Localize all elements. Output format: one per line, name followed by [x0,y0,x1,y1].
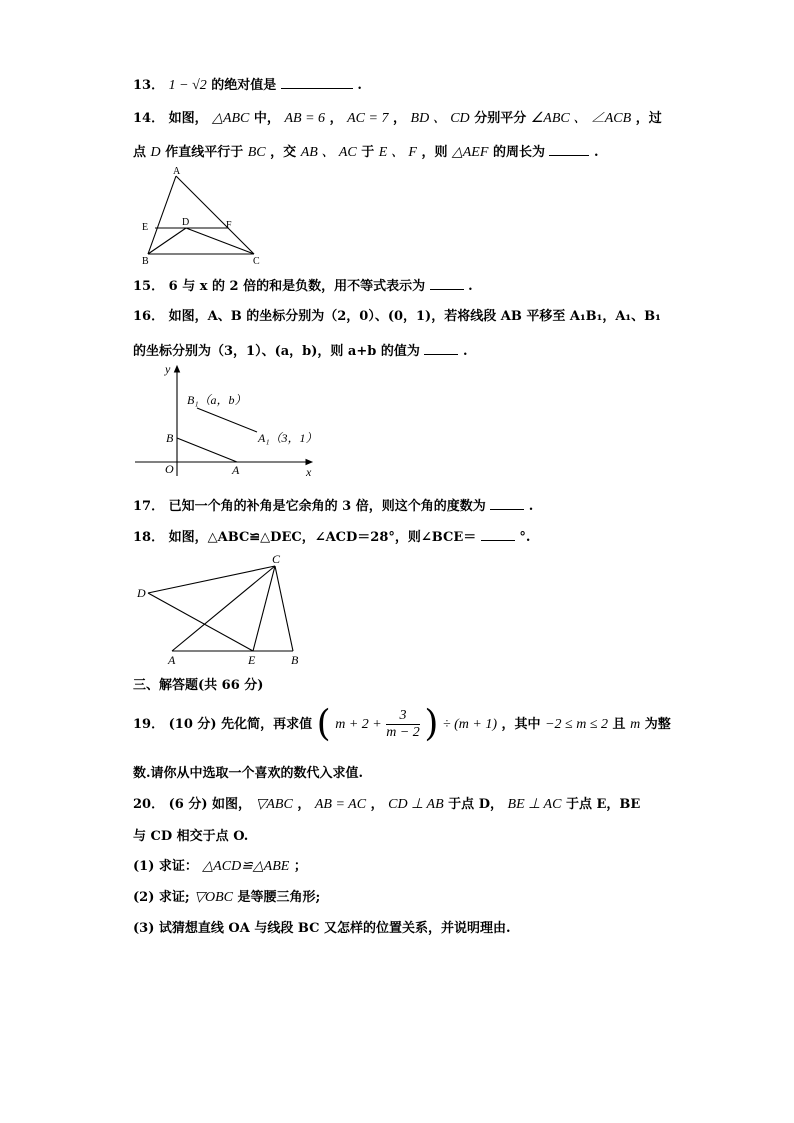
coordinate-figure-q16 [130,358,330,480]
origin-label: O [165,462,174,476]
question-19-line-2 [133,765,363,783]
vertex-label-a: A [168,653,176,667]
question-text: 先化简，再求值 [221,717,313,732]
question-text: 的坐标分别为（3，1）、(a，b)，则 a+b 的值为 [133,344,420,359]
left-paren: ( [316,703,331,745]
vertex-label-c: C [272,552,281,566]
punctuation: . [462,344,468,359]
question-text: 如图，△ABC≌△DEC，∠ACD＝28°，则∠BCE＝ [168,530,477,545]
vertex-label-d: D [137,586,146,600]
answer-blank [549,141,589,156]
math-expression: BD 、 CD [410,111,470,126]
question-18 [133,526,530,547]
axis-label-y: y [165,362,171,376]
question-text: (2) 求证; [133,890,190,905]
math-expression: ▽OBC [194,890,233,905]
question-text: (3) 试猜想直线 OA 与线段 BC 又怎样的位置关系，并说明理由. [133,921,511,936]
question-17 [133,495,533,516]
question-text: 6 与 x 的 2 倍的和是负数，用不等式表示为 [168,279,426,294]
punctuation: . [357,78,362,93]
question-number: 18． [133,530,165,545]
question-text: 数.请你从中选取一个喜欢的数代入求值. [133,766,364,781]
section-heading [133,677,263,695]
vertex-label-e: E [248,653,256,667]
question-number: 13． [133,78,165,93]
question-text: 且 [612,717,626,732]
punctuation: . [594,145,599,160]
question-text: 点 [133,145,147,160]
question-text: ，过 [635,111,662,126]
question-text: 如图， [168,111,208,126]
math-expression: BC [247,145,266,160]
question-15 [133,275,473,296]
point-label-a1: A₁（3，1） [258,431,318,445]
math-expression: AC = 7 [347,111,389,126]
question-20-part-2 [133,889,320,907]
math-expression: E 、 F [378,145,417,160]
question-text: 与 CD 相交于点 O. [133,829,249,844]
point-label-b1: B₁（a，b） [187,393,247,407]
punctuation: ， [392,111,406,126]
right-paren: ) [424,703,439,745]
question-13 [133,74,362,95]
math-expression: △ACD≌△ABE [202,859,290,874]
math-expression: m + 2 + [335,717,382,732]
section-title: 三、解答题(共 66 分) [133,678,264,693]
punctuation: ， [370,797,384,812]
math-expression: m [630,717,641,732]
question-text: 分别平分 [474,111,527,126]
vertex-label-e: E [142,222,149,233]
math-expression: CD ⊥ AB [388,797,444,812]
fraction-numerator: 3 [386,708,420,725]
punctuation: ， [329,111,343,126]
question-text: 于点 D， [448,797,503,812]
vertex-label-d: D [182,217,190,228]
question-text: 的绝对值是 [211,78,277,93]
question-text: 是等腰三角形; [237,890,321,905]
math-expression: ÷ (m + 1) [442,717,497,732]
answer-blank [424,340,458,355]
math-expression: 1 − √2 [168,78,207,93]
math-expression: −2 ≤ m ≤ 2 [545,717,609,732]
question-20-line-1 [133,796,640,814]
vertex-label-a: A [173,166,181,177]
question-text: 已知一个角的补角是它余角的 3 倍，则这个角的度数为 [168,499,486,514]
vertex-label-b: B [142,256,149,266]
math-expression: AB 、 AC [300,145,357,160]
question-text: ，交 [270,145,297,160]
math-expression: △ABC [212,111,250,126]
math-expression: AB = AC [314,797,367,812]
question-text: 作直线平行于 [165,145,244,160]
fraction [386,708,420,741]
score: (6 分) [168,797,208,812]
question-text: 如图， [212,797,252,812]
punctuation: °. [519,530,531,545]
vertex-label-c: C [253,256,260,266]
question-text: ，其中 [501,717,541,732]
question-20-part-3 [133,920,511,938]
question-number: 20． [133,797,165,812]
math-expression: D [150,145,161,160]
math-expression: △AEF [451,145,489,160]
math-expression: ∠ABC 、 ∠ACB [530,111,632,126]
punctuation: ， [297,797,311,812]
punctuation: . [528,499,534,514]
vertex-label-f: F [226,220,232,231]
punctuation: ； [293,859,307,874]
question-number: 14． [133,111,165,126]
answer-blank [481,526,515,541]
punctuation: . [468,279,473,294]
question-text: 如图，A、B 的坐标分别为（2，0）、(0，1)，若将线段 AB 平移至 A₁B₁，A₁、B₁ [168,309,661,324]
question-20-part-1 [133,858,307,876]
point-label-b: B [166,431,174,445]
question-19-line-1 [133,703,671,747]
triangle-figure-q18 [132,552,312,670]
vertex-label-b: B [291,653,299,667]
question-text: (1) 求证： [133,859,198,874]
triangle-figure-q14 [138,164,268,266]
question-14-line-2 [133,141,599,162]
fraction-denominator: m − 2 [386,725,420,740]
score: (10 分) [168,717,217,732]
question-number: 15． [133,279,165,294]
question-number: 19． [133,717,165,732]
question-number: 17． [133,499,165,514]
math-expression: BE ⊥ AC [507,797,562,812]
question-text: 为整 [644,717,671,732]
question-text: 中， [253,111,280,126]
question-text: ，则 [421,145,448,160]
question-text: 于 [361,145,375,160]
math-expression: AB = 6 [284,111,326,126]
question-text: 的周长为 [492,145,545,160]
question-14-line-1 [133,110,662,128]
question-text: 于点 E，BE [565,797,641,812]
math-expression: ▽ABC [255,797,293,812]
answer-blank [490,495,524,510]
answer-blank [281,74,353,89]
question-number: 16． [133,309,165,324]
question-20-line-2 [133,828,248,846]
axis-label-x: x [306,465,312,479]
point-label-a: A [232,463,240,477]
question-16-line-1 [133,308,661,326]
answer-blank [430,275,464,290]
